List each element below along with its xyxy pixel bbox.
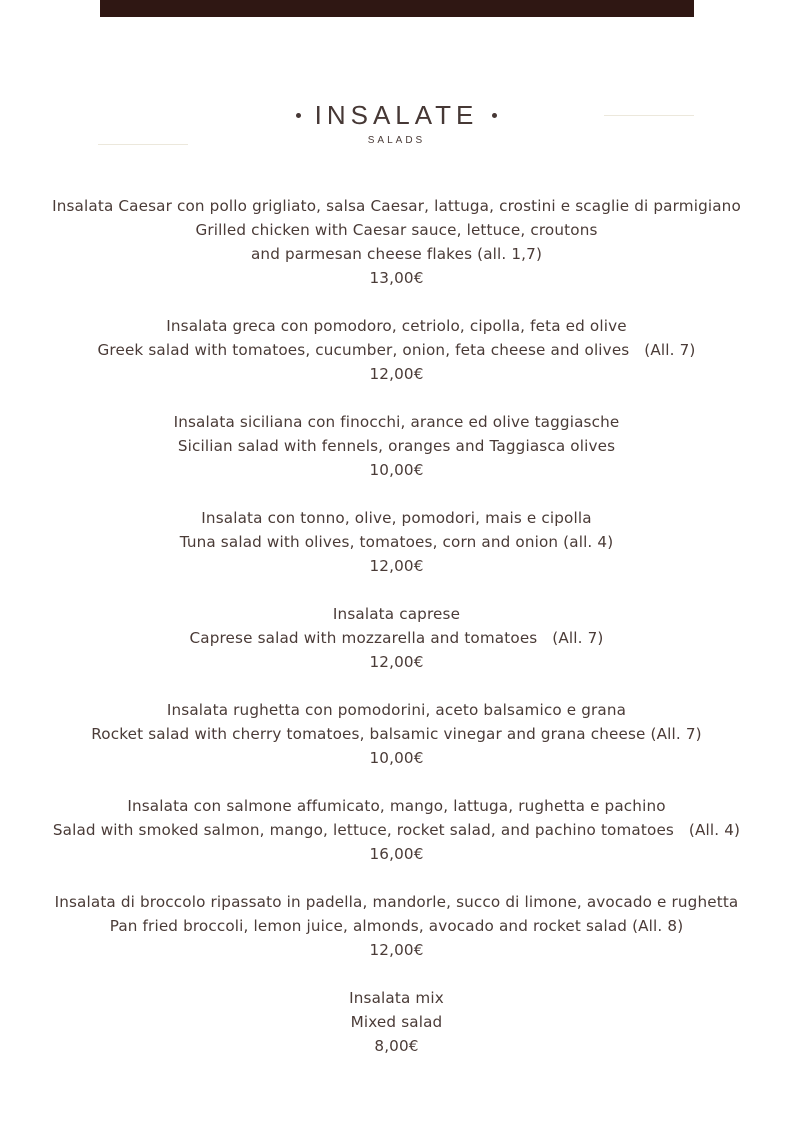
menu-item-siciliana [0,410,793,482]
menu-item-caesar [0,194,793,290]
item-name-italian: Insalata siciliana con finocchi, arance ed olive taggiasche [173,413,620,431]
item-price: 16,00€ [369,845,424,863]
item-name-italian: Insalata mix [349,989,444,1007]
section-title-text: INSALATE [314,100,479,130]
item-name-italian: Insalata caprese [332,605,461,623]
item-description-english: Caprese salad with mozzarella and tomatoes (All. 7) [189,629,604,647]
item-price: 10,00€ [369,461,424,479]
item-name-italian: Insalata di broccolo ripassato in padella, mandorle, succo di limone, avocado e rughetta [54,893,739,911]
item-description-english: Salad with smoked salmon, mango, lettuce, rocket salad, and pachino tomatoes (All. 4) [52,821,741,839]
item-price: 12,00€ [369,941,424,959]
section-title [296,98,498,132]
item-description-english: Tuna salad with olives, tomatoes, corn and onion (all. 4) [179,533,614,551]
item-description-english: Greek salad with tomatoes, cucumber, onion, feta cheese and olives (All. 7) [97,341,696,359]
item-price: 12,00€ [369,365,424,383]
menu-item-broccolo [0,890,793,962]
section-subtitle: SALADS [367,135,426,146]
bullet-dot-icon [296,113,301,118]
item-name-italian: Insalata greca con pomodoro, cetriolo, cipolla, feta ed olive [166,317,627,335]
item-description-english-cont: and parmesan cheese flakes (all. 1,7) [250,245,543,263]
item-name-italian: Insalata con salmone affumicato, mango, lattuga, rughetta e pachino [127,797,666,815]
item-description-english: Sicilian salad with fennels, oranges and Taggiasca olives [177,437,616,455]
item-description-english: Rocket salad with cherry tomatoes, balsamic vinegar and grana cheese (All. 7) [91,725,702,743]
item-price: 12,00€ [369,557,424,575]
menu-item-rughetta [0,698,793,770]
item-price: 12,00€ [369,653,424,671]
item-name-italian: Insalata con tonno, olive, pomodori, mais e cipolla [201,509,592,527]
item-description-english: Mixed salad [350,1013,443,1031]
item-description-english: Grilled chicken with Caesar sauce, lettuce, croutons [195,221,598,239]
item-description-english: Pan fried broccoli, lemon juice, almonds, avocado and rocket salad (All. 8) [109,917,684,935]
item-price: 13,00€ [369,269,424,287]
menu-item-greca [0,314,793,386]
menu-item-mix [0,986,793,1058]
item-price: 10,00€ [369,749,424,767]
item-name-italian: Insalata rughetta con pomodorini, aceto balsamico e grana [166,701,627,719]
top-bar [100,0,694,17]
menu-item-salmone [0,794,793,866]
menu-item-caprese [0,602,793,674]
menu-list [0,194,793,1082]
section-heading [0,98,793,148]
bullet-dot-icon [492,113,497,118]
item-price: 8,00€ [374,1037,419,1055]
item-name-italian: Insalata Caesar con pollo grigliato, salsa Caesar, lattuga, crostini e scaglie di parmigiano [52,197,741,215]
menu-item-tonno [0,506,793,578]
